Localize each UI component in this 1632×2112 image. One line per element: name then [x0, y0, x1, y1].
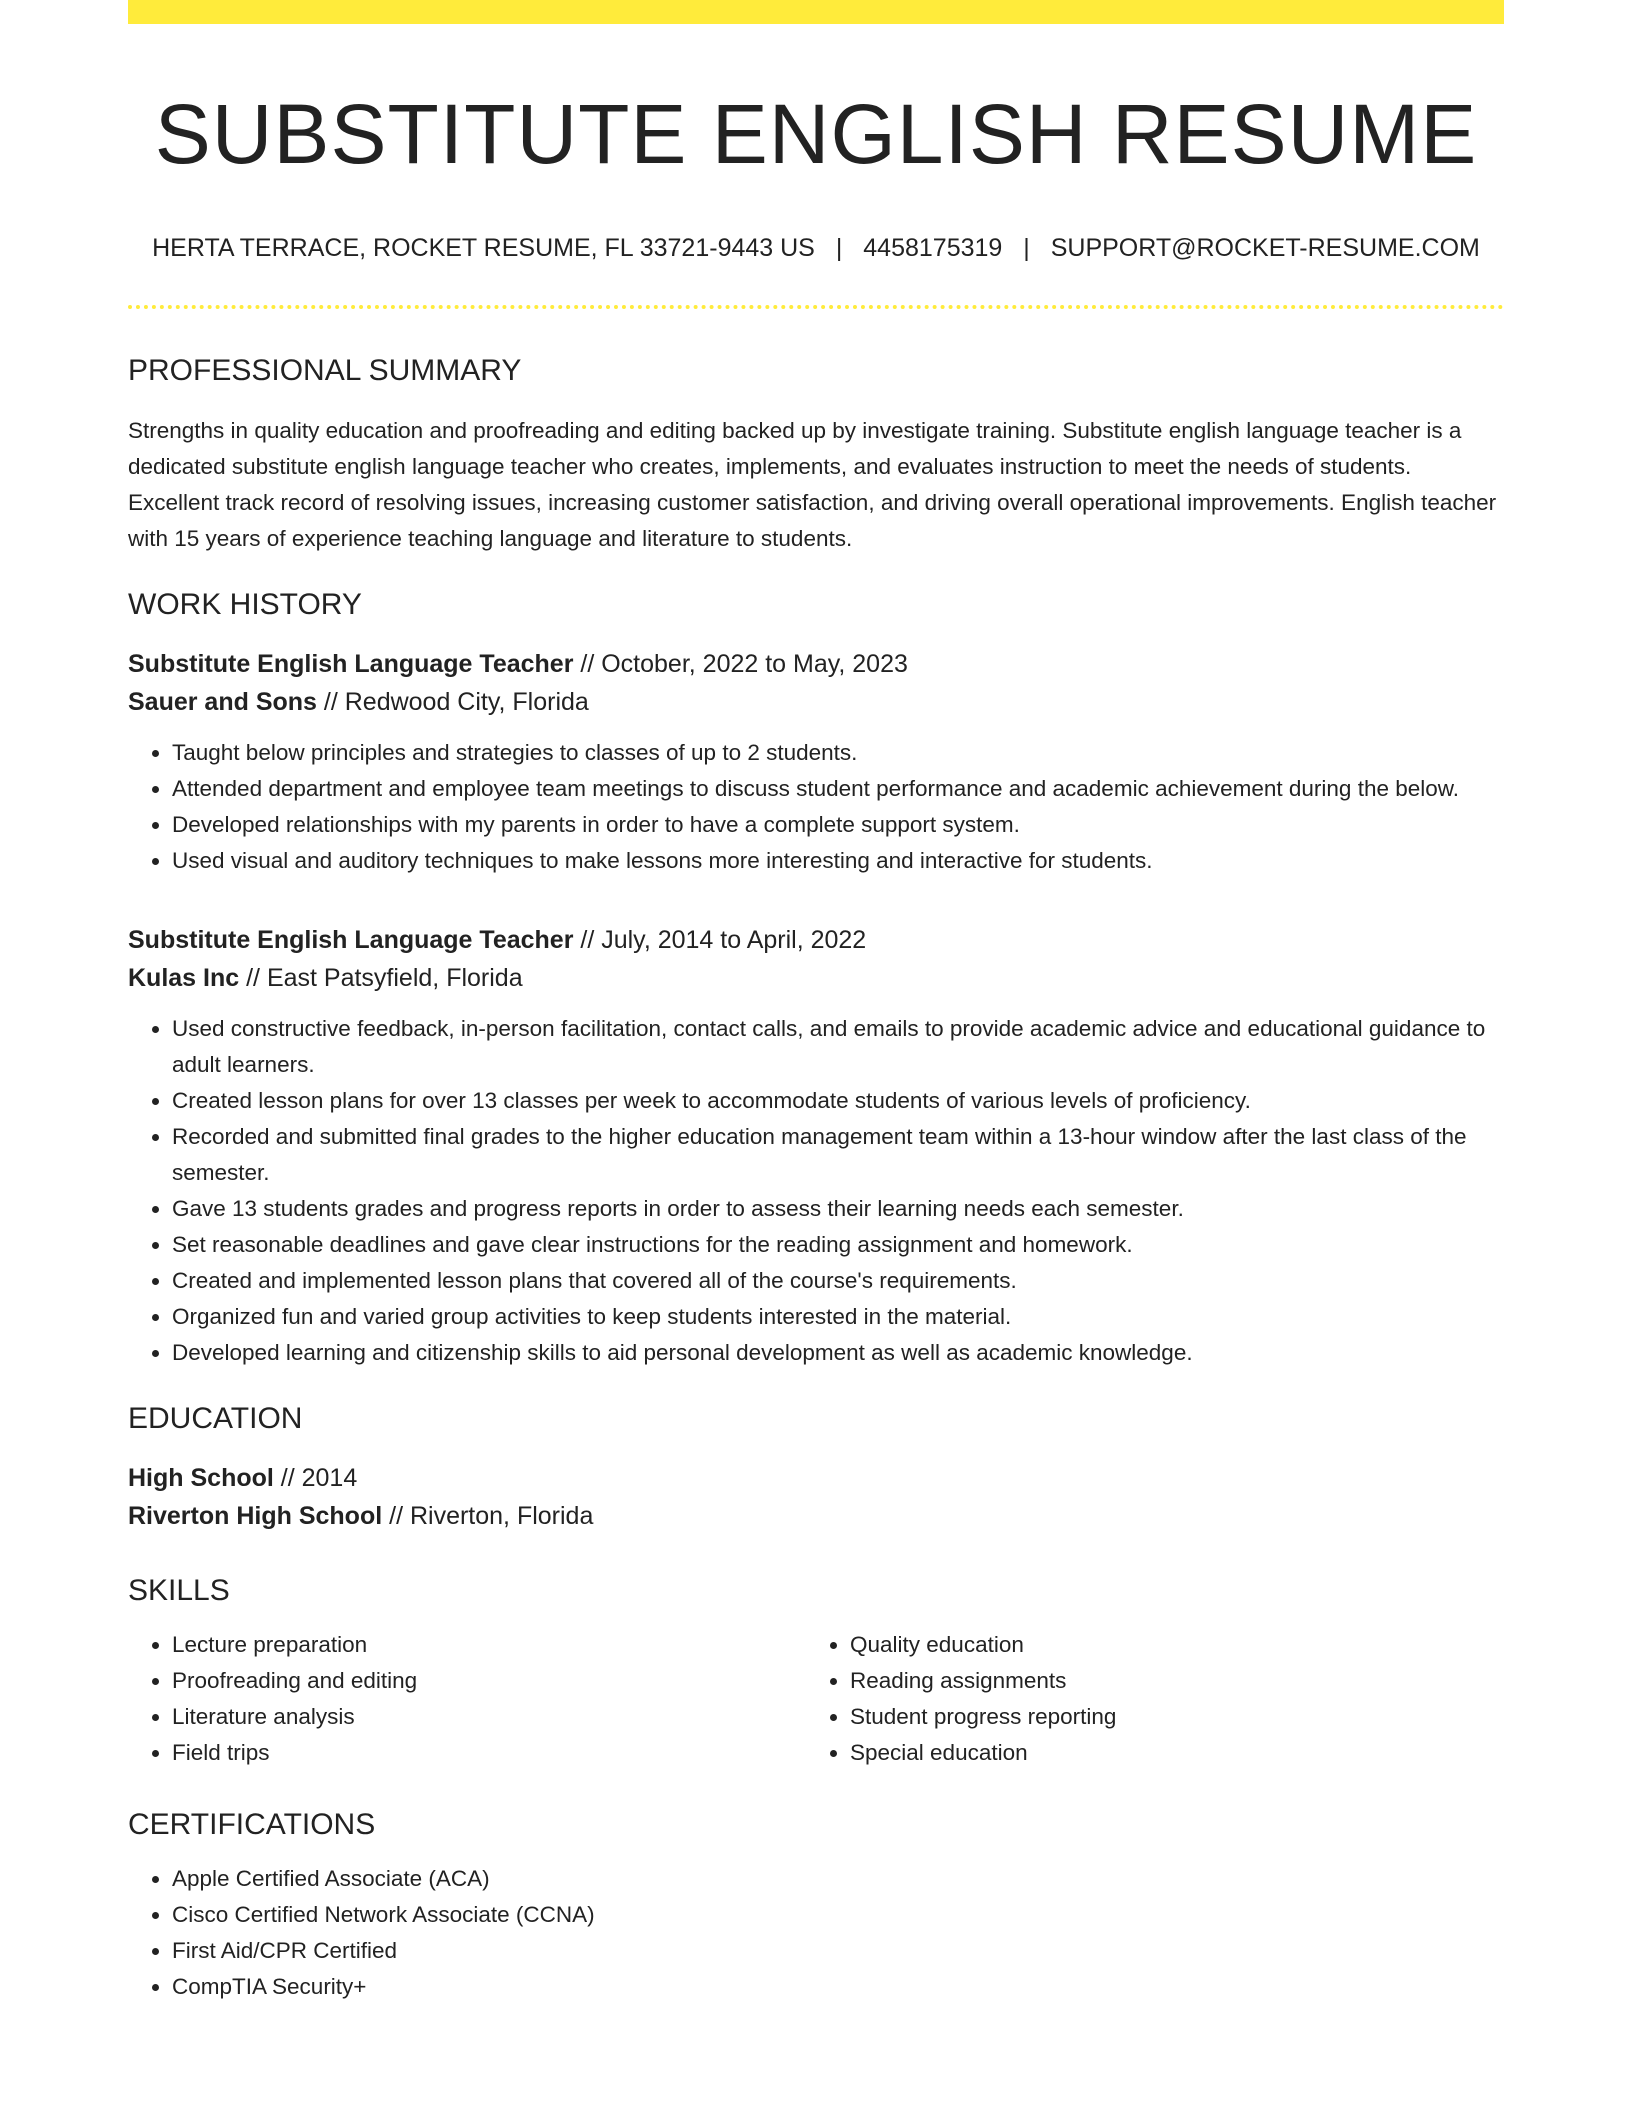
- summary-section: [128, 353, 1504, 557]
- contact-line: [128, 233, 1504, 263]
- email-address: SUPPORT@ROCKET-RESUME.COM: [1050, 233, 1480, 262]
- skill-item: • Special education: [850, 1735, 1550, 1771]
- skills-heading: SKILLS: [128, 1573, 230, 1607]
- job-bullet: • Set reasonable deadlines and gave clear instructions for the reading assignment and homework.: [172, 1227, 1504, 1263]
- job-bullets: [128, 735, 1504, 879]
- certifications-heading: CERTIFICATIONS: [128, 1807, 376, 1841]
- contact-separator: |: [1023, 233, 1030, 262]
- certification-item: • Apple Certified Associate (ACA): [172, 1861, 1504, 1897]
- skill-item: • Proofreading and editing: [172, 1663, 806, 1699]
- resume-title: SUBSTITUTE ENGLISH RESUME: [154, 87, 1478, 181]
- contact-separator: |: [835, 233, 843, 262]
- phone-number: 4458175319: [863, 233, 1003, 262]
- school-line: [128, 1497, 1504, 1535]
- job-bullet: • Developed learning and citizenship skills to aid personal development as well as academic knowledge.: [172, 1335, 1504, 1371]
- certifications-list: [128, 1861, 1504, 2005]
- company-location: // East Patsyfield, Florida: [239, 963, 523, 992]
- job-bullet: • Attended department and employee team meetings to discuss student performance and academic achievement during the below.: [172, 771, 1504, 807]
- job-bullets: [128, 1011, 1504, 1371]
- certifications-section: [128, 1807, 1504, 2005]
- school-location: // Riverton, Florida: [382, 1501, 594, 1530]
- job-dates: // October, 2022 to May, 2023: [573, 649, 908, 678]
- skill-item: • Field trips: [172, 1735, 806, 1771]
- degree-line: [128, 1459, 1504, 1497]
- job-bullet: • Used constructive feedback, in-person facilitation, contact calls, and emails to provide academic advice and educational guidance to adult learners.: [172, 1011, 1504, 1083]
- job-title: Substitute English Language Teacher: [128, 649, 574, 678]
- dotted-divider: [128, 305, 1504, 309]
- job-title: Substitute English Language Teacher: [128, 925, 574, 954]
- resume-page: [128, 0, 1504, 2005]
- job-bullet: • Created and implemented lesson plans that covered all of the course's requirements.: [172, 1263, 1504, 1299]
- summary-text: Strengths in quality education and proofreading and editing backed up by investigate training. Substitute english language teacher is a dedicated substitute english language teacher who creates, implements, and evaluates instruction to meet the needs of students. Excellent track record of resolving issues, increasing customer satisfaction, and driving overall operational improvements. English teacher with 15 years of experience teaching language and literature to students.: [128, 417, 1497, 551]
- skill-item: • Quality education: [850, 1627, 1550, 1663]
- education-heading: EDUCATION: [128, 1401, 303, 1435]
- certification-item: • Cisco Certified Network Associate (CCNA): [172, 1897, 1504, 1933]
- skill-item: • Reading assignments: [850, 1663, 1550, 1699]
- school-name: Riverton High School: [128, 1501, 383, 1530]
- graduation-year: // 2014: [273, 1463, 358, 1492]
- skill-item: • Student progress reporting: [850, 1699, 1550, 1735]
- address: HERTA TERRACE, ROCKET RESUME, FL 33721-9443 US: [152, 233, 815, 262]
- skills-grid: [128, 1627, 1504, 1771]
- job-company-line: [128, 959, 1504, 997]
- skills-section: [128, 1573, 1504, 1771]
- education-section: [128, 1401, 1504, 1535]
- job-company-line: [128, 683, 1504, 721]
- certification-item: • First Aid/CPR Certified: [172, 1933, 1504, 1969]
- job-title-line: [128, 921, 1504, 959]
- skill-item: • Literature analysis: [172, 1699, 806, 1735]
- job-bullet: • Recorded and submitted final grades to the higher education management team within a 13-hour window after the last class of the semester.: [172, 1119, 1504, 1191]
- job-bullet: • Used visual and auditory techniques to make lessons more interesting and interactive for students.: [172, 843, 1504, 879]
- work-history-heading: WORK HISTORY: [128, 587, 362, 621]
- education-entry: [128, 1459, 1504, 1535]
- job-title-line: [128, 645, 1504, 683]
- job-bullet: • Organized fun and varied group activities to keep students interested in the material.: [172, 1299, 1504, 1335]
- job-entry: [128, 645, 1504, 879]
- skill-item: • Lecture preparation: [172, 1627, 806, 1663]
- company-name: Sauer and Sons: [128, 687, 317, 716]
- skills-column-left: [128, 1627, 806, 1771]
- job-bullet: • Created lesson plans for over 13 classes per week to accommodate students of various levels of proficiency.: [172, 1083, 1504, 1119]
- job-bullet: • Taught below principles and strategies to classes of up to 2 students.: [172, 735, 1504, 771]
- summary-heading: PROFESSIONAL SUMMARY: [128, 353, 522, 387]
- job-dates: // July, 2014 to April, 2022: [573, 925, 867, 954]
- degree-name: High School: [128, 1463, 274, 1492]
- job-bullet: • Developed relationships with my parents in order to have a complete support system.: [172, 807, 1504, 843]
- company-location: // Redwood City, Florida: [316, 687, 589, 716]
- certification-item: • CompTIA Security+: [172, 1969, 1504, 2005]
- job-entry: [128, 921, 1504, 1371]
- accent-top-bar: [128, 0, 1504, 24]
- skills-column-right: [806, 1627, 1550, 1771]
- company-name: Kulas Inc: [128, 963, 240, 992]
- work-history-section: [128, 587, 1504, 1371]
- job-bullet: • Gave 13 students grades and progress reports in order to assess their learning needs each semester.: [172, 1191, 1504, 1227]
